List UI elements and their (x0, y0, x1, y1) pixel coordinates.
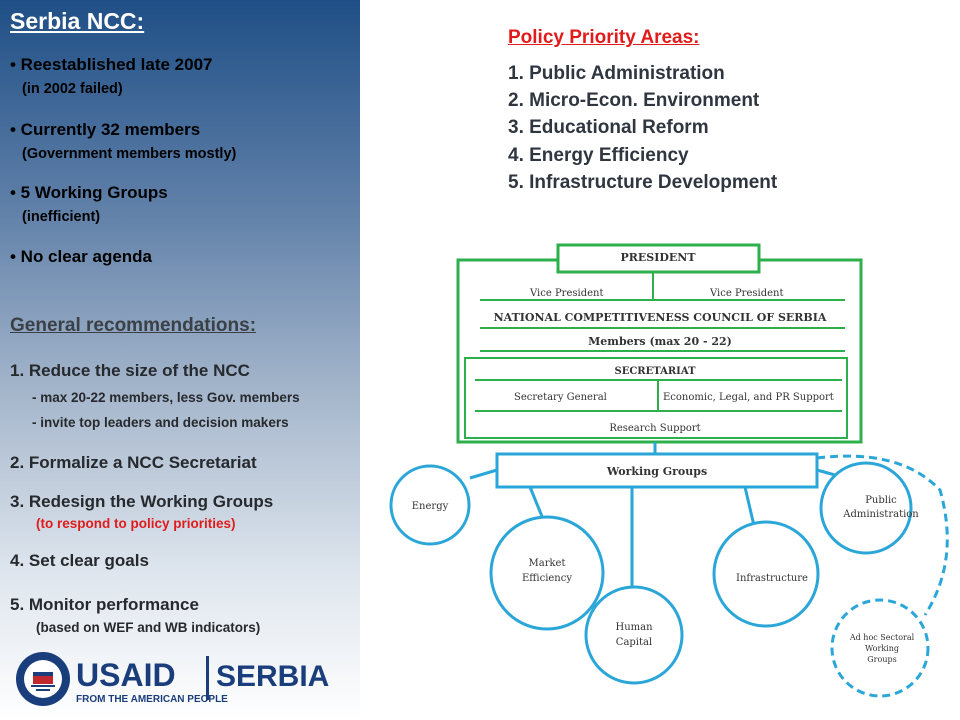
working-groups-label: Working Groups (606, 465, 708, 478)
bullet-1-sub: (in 2002 failed) (22, 81, 123, 97)
recommendation-5-note: (based on WEF and WB indicators) (36, 620, 261, 635)
priority-item-5: 5. Infrastructure Development (508, 172, 778, 193)
recommendation-1-sub-2: - invite top leaders and decision makers (32, 415, 289, 430)
research-support-label: Research Support (609, 423, 701, 434)
usaid-seal-icon (16, 652, 70, 706)
adhoc-label-1: Ad hoc Sectoral (849, 633, 915, 642)
members-label: Members (max 20 - 22) (588, 335, 732, 348)
recommendation-1: 1. Reduce the size of the NCC (10, 361, 250, 380)
recommendation-2: 2. Formalize a NCC Secretariat (10, 453, 257, 472)
page-title: Serbia NCC: (10, 8, 145, 34)
energy-label: Energy (411, 501, 449, 512)
bullet-3: • 5 Working Groups (10, 183, 168, 202)
recommendation-1-sub-1: - max 20-22 members, less Gov. members (32, 390, 300, 405)
public-administration-node (821, 463, 911, 553)
adhoc-label-2: Working (865, 644, 899, 653)
recommendations-title: General recommendations: (10, 315, 257, 336)
priority-item-3: 3. Educational Reform (508, 117, 709, 138)
capital-label: Capital (615, 637, 653, 648)
vice-president-right-label: Vice President (710, 288, 784, 299)
org-chart (380, 230, 960, 720)
bullet-4: • No clear agenda (10, 247, 153, 266)
logo-tagline: FROM THE AMERICAN PEOPLE (76, 694, 228, 705)
council-label: NATIONAL COMPETITIVENESS COUNCIL OF SERBIA (493, 311, 827, 324)
serbia-wordmark: SERBIA (216, 660, 330, 693)
support-label: Economic, Legal, and PR Support (663, 392, 834, 403)
recommendation-5: 5. Monitor performance (10, 595, 199, 614)
secretariat-label: SECRETARIAT (614, 366, 696, 377)
public-label: Public (865, 495, 897, 506)
bullet-3-sub: (inefficient) (22, 209, 101, 225)
bullet-2: • Currently 32 members (10, 120, 201, 139)
priority-item-2: 2. Micro-Econ. Environment (508, 90, 760, 111)
human-capital-node (586, 587, 682, 683)
bullet-1: • Reestablished late 2007 (10, 55, 213, 74)
priority-item-4: 4. Energy Efficiency (508, 145, 689, 166)
efficiency-label: Efficiency (521, 573, 573, 584)
bullet-2-sub: (Government members mostly) (22, 146, 237, 162)
president-label: PRESIDENT (620, 251, 696, 264)
recommendation-3-note: (to respond to policy priorities) (36, 516, 236, 531)
secretary-general-label: Secretary General (514, 392, 607, 403)
vice-president-left-label: Vice President (530, 288, 604, 299)
priority-item-1: 1. Public Administration (508, 63, 725, 84)
adhoc-label-3: Groups (867, 655, 897, 664)
recommendation-4: 4. Set clear goals (10, 551, 149, 570)
usaid-serbia-logo (14, 650, 344, 710)
recommendation-3: 3. Redesign the Working Groups (10, 492, 274, 511)
infrastructure-label: Infrastructure (736, 573, 808, 584)
administration-label: Administration (843, 509, 919, 520)
usaid-wordmark: USAID (76, 657, 176, 693)
market-label: Market (528, 558, 566, 569)
human-label: Human (615, 622, 653, 633)
priorities-heading: Policy Priority Areas: (508, 27, 700, 48)
